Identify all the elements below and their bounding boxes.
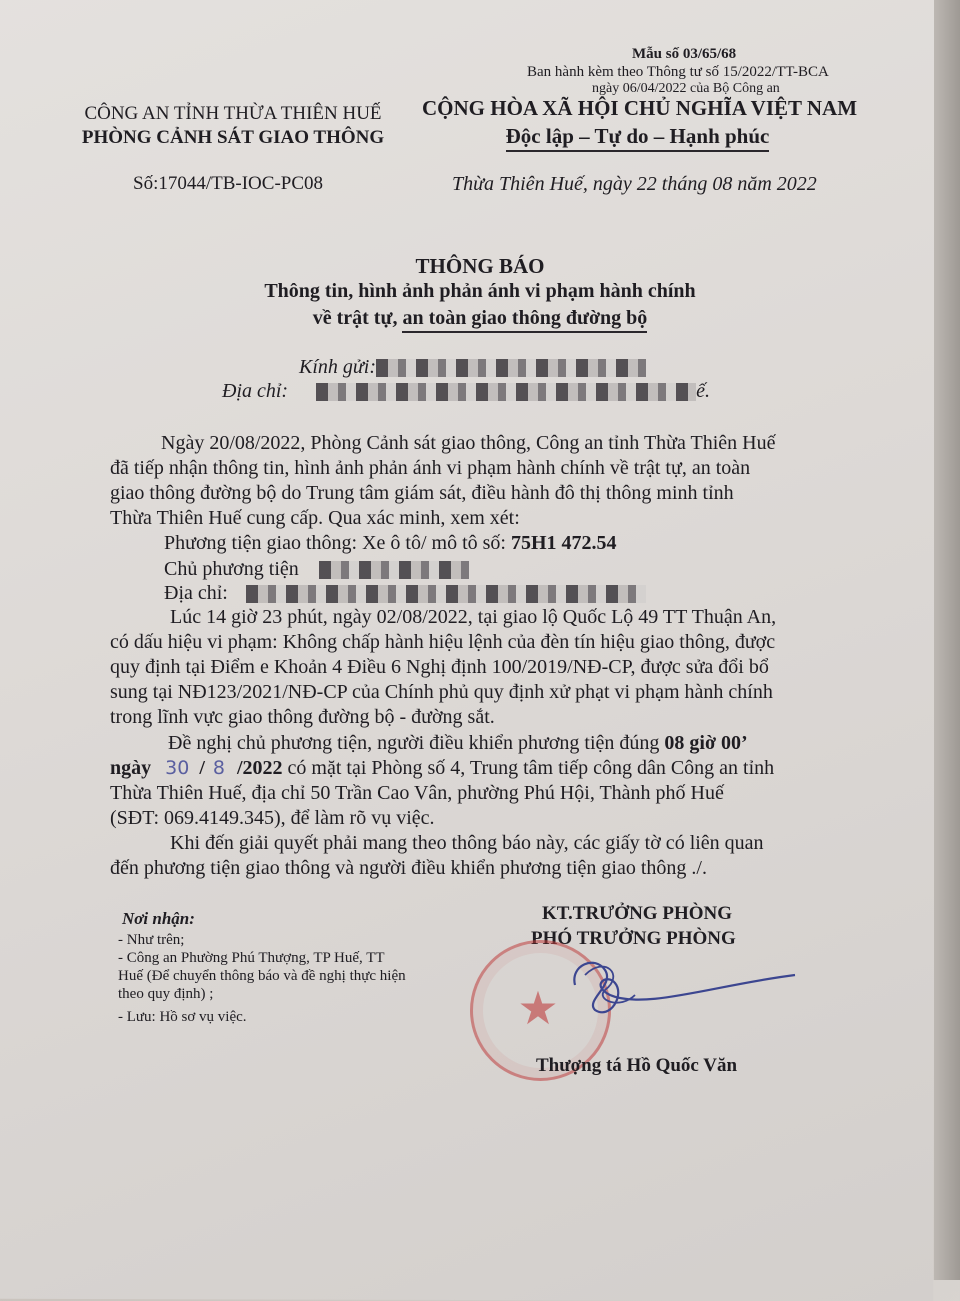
recipient-line: Kính gửi: — [299, 357, 646, 377]
department-name: PHÒNG CẢNH SÁT GIAO THÔNG — [81, 127, 385, 148]
redacted-recipient — [376, 359, 646, 377]
paragraph-1-line-3: giao thông đường bộ do Trung tâm giám sát, điều hành đô thị thông minh tỉnh — [110, 482, 734, 504]
handwritten-day: 30 — [165, 757, 190, 779]
signer-role-1: KT.TRƯỞNG PHÒNG — [542, 903, 732, 924]
paragraph-1-line-2: đã tiếp nhận thông tin, hình ảnh phản ánh vi phạm hành chính về trật tự, an toàn — [110, 457, 751, 479]
form-issued-line2: ngày 06/04/2022 của Bộ Công an — [592, 81, 780, 96]
document-number: Số:17044/TB-IOC-PC08 — [133, 173, 324, 194]
paragraph-4-line-2: đến phương tiện giao thông và người điều khiển phương tiện giao thông ./. — [110, 857, 707, 879]
recipient-address-line: Địa chỉ: ế. — [222, 380, 710, 402]
signer-name: Thượng tá Hồ Quốc Văn — [536, 1055, 738, 1076]
recipient-item-2-line-1: - Công an Phường Phú Thượng, TP Huế, TT — [118, 950, 385, 966]
paragraph-3-line-1: Đề nghị chủ phương tiện, người điều khiển phương tiện đúng 08 giờ 00’ — [168, 732, 748, 754]
redacted-owner-address — [246, 585, 646, 603]
paragraph-1-line-1: Ngày 20/08/2022, Phòng Cảnh sát giao thông, Công an tỉnh Thừa Thiên Huế — [161, 432, 776, 454]
paragraph-2-line-3: quy định tại Điểm e Khoản 4 Điều 6 Nghị định 100/2019/NĐ-CP, được sửa đổi bổ — [110, 656, 769, 678]
form-code: Mẫu số 03/65/68 — [632, 46, 737, 62]
signer-role-2: PHÓ TRƯỞNG PHÒNG — [531, 928, 736, 949]
paragraph-2-line-1: Lúc 14 giờ 23 phút, ngày 02/08/2022, tại giao lộ Quốc Lộ 49 TT Thuận An, — [170, 606, 777, 628]
handwritten-signature — [565, 955, 805, 1025]
document-subtitle-2: về trật tự, an toàn giao thông đường bộ — [140, 308, 820, 328]
handwritten-month: 8 — [212, 757, 225, 779]
recipient-item-2-line-3: theo quy định) ; — [118, 986, 214, 1002]
paragraph-2-line-4: sung tại NĐ123/2021/NĐ-CP của Chính phủ quy định xử phạt vi phạm hành chính — [110, 681, 773, 703]
license-plate: 75H1 472.54 — [510, 532, 617, 554]
recipient-item-2-line-2: Huế (Để chuyển thông báo và đề nghị thực hiện — [118, 968, 406, 984]
form-issued-line1: Ban hành kèm theo Thông tư số 15/2022/TT-BCA — [527, 64, 829, 80]
redacted-address — [316, 383, 696, 401]
paragraph-1-line-4: Thừa Thiên Huế cung cấp. Qua xác minh, xem xét: — [110, 507, 520, 529]
paragraph-3-line-2: ngày 30 / 8 /2022 có mặt tại Phòng số 4, Trung tâm tiếp công dân Công an tỉnh — [110, 757, 775, 779]
issue-date: Thừa Thiên Huế, ngày 22 tháng 08 năm 2022 — [452, 173, 817, 195]
owner-line: Chủ phương tiện — [164, 559, 469, 579]
paragraph-2-line-2: có dấu hiệu vi phạm: Không chấp hành hiệu lệnh của đèn tín hiệu giao thông, được — [110, 631, 776, 653]
recipient-item-1: - Như trên; — [118, 932, 185, 948]
document-subtitle-1: Thông tin, hình ảnh phản ánh vi phạm hành chính — [264, 280, 696, 302]
document-title: THÔNG BÁO — [415, 254, 545, 278]
recipients-title: Nơi nhận: — [122, 909, 195, 928]
motto: Độc lập – Tự do – Hạnh phúc — [450, 126, 825, 147]
country-name: CỘNG HÒA XÃ HỘI CHỦ NGHĨA VIỆT NAM — [422, 96, 858, 120]
recipient-item-3: - Lưu: Hồ sơ vụ việc. — [118, 1009, 247, 1025]
vehicle-line: Phương tiện giao thông: Xe ô tô/ mô tô số: 75H1 472.54 — [164, 532, 617, 554]
owner-address-line: Địa chỉ: — [164, 583, 646, 603]
paragraph-2-line-5: trong lĩnh vực giao thông đường bộ - đường sắt. — [110, 706, 495, 728]
seal-star-icon: ★ — [517, 981, 559, 1035]
paragraph-3-line-4: (SĐT: 069.4149.345), để làm rõ vụ việc. — [110, 807, 435, 829]
page-edge — [934, 0, 960, 1280]
redacted-owner — [319, 561, 469, 579]
agency-name: CÔNG AN TỈNH THỪA THIÊN HUẾ — [84, 103, 382, 124]
paragraph-4-line-1: Khi đến giải quyết phải mang theo thông báo này, các giấy tờ có liên quan — [170, 832, 764, 854]
paragraph-3-line-3: Thừa Thiên Huế, địa chỉ 50 Trần Cao Vân, phường Phú Hội, Thành phố Huế — [110, 782, 724, 804]
